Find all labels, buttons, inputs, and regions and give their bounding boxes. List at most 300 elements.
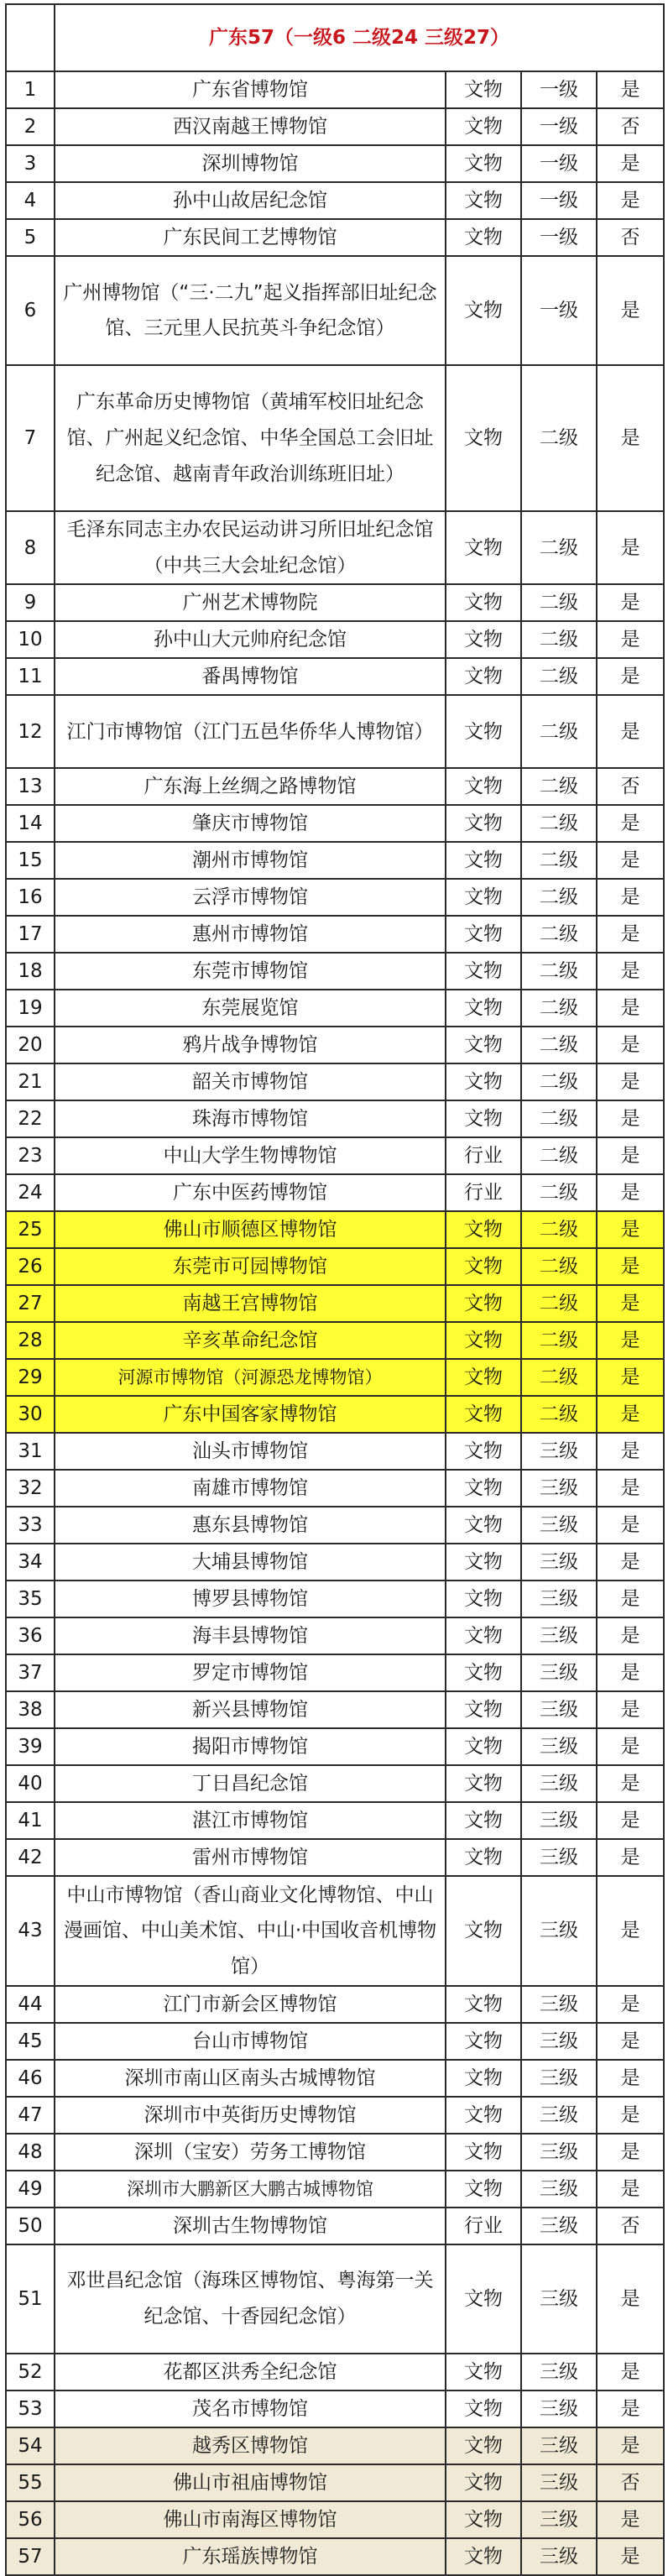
museum-name: 中山大学生物博物馆 — [55, 1137, 446, 1174]
museum-flag: 否 — [597, 768, 664, 805]
table-row — [6, 1396, 664, 1433]
museum-name: 揭阳市博物馆 — [55, 1728, 446, 1765]
table-row — [6, 2171, 664, 2208]
museum-grade: 三级 — [521, 2391, 597, 2427]
museum-grade: 三级 — [521, 1470, 597, 1507]
row-number: 18 — [6, 953, 55, 990]
museum-grade: 二级 — [521, 842, 597, 879]
museum-grade: 二级 — [521, 768, 597, 805]
museum-flag: 否 — [597, 108, 664, 145]
museum-type: 文物 — [446, 1691, 521, 1728]
museum-type: 文物 — [446, 584, 521, 621]
museum-type: 文物 — [446, 953, 521, 990]
museum-table — [5, 3, 665, 2576]
museum-name: 南雄市博物馆 — [55, 1470, 446, 1507]
museum-flag: 是 — [597, 1507, 664, 1544]
row-number: 25 — [6, 1211, 55, 1248]
table-row — [6, 1433, 664, 1470]
museum-type: 文物 — [446, 1728, 521, 1765]
table-row — [6, 1728, 664, 1765]
museum-name: 东莞市博物馆 — [55, 953, 446, 990]
museum-name: 东莞展览馆 — [55, 990, 446, 1027]
museum-name: 茂名市博物馆 — [55, 2391, 446, 2427]
museum-name: 河源市博物馆（河源恐龙博物馆） — [55, 1359, 446, 1396]
table-row — [6, 621, 664, 658]
table-row — [6, 2464, 664, 2501]
museum-type: 文物 — [446, 145, 521, 182]
museum-name: 潮州市博物馆 — [55, 842, 446, 879]
table-row — [6, 219, 664, 256]
museum-flag: 是 — [597, 2134, 664, 2171]
table-row — [6, 256, 664, 365]
row-number: 41 — [6, 1802, 55, 1839]
museum-flag: 是 — [597, 916, 664, 953]
museum-flag: 是 — [597, 1174, 664, 1211]
museum-name: 中山市博物馆（香山商业文化博物馆、中山漫画馆、中山美术馆、中山·中国收音机博物馆） — [55, 1876, 446, 1985]
row-number: 51 — [6, 2244, 55, 2354]
museum-type: 文物 — [446, 695, 521, 768]
table-row — [6, 71, 664, 108]
museum-name: 邓世昌纪念馆（海珠区博物馆、粤海第一关纪念馆、十香园纪念馆） — [55, 2244, 446, 2354]
museum-flag: 是 — [597, 2171, 664, 2208]
row-number: 20 — [6, 1027, 55, 1063]
museum-type: 文物 — [446, 1211, 521, 1248]
table-row — [6, 2354, 664, 2391]
museum-type: 文物 — [446, 1765, 521, 1802]
table-row — [6, 1691, 664, 1728]
museum-type: 文物 — [446, 879, 521, 916]
museum-grade: 三级 — [521, 1986, 597, 2023]
museum-name: 惠东县博物馆 — [55, 1507, 446, 1544]
museum-type: 行业 — [446, 1137, 521, 1174]
museum-grade: 一级 — [521, 219, 597, 256]
museum-type: 文物 — [446, 916, 521, 953]
museum-grade: 二级 — [521, 1137, 597, 1174]
museum-name: 深圳博物馆 — [55, 145, 446, 182]
museum-grade: 三级 — [521, 1433, 597, 1470]
museum-flag: 是 — [597, 1654, 664, 1691]
row-number: 34 — [6, 1544, 55, 1581]
museum-flag: 是 — [597, 1285, 664, 1322]
row-number: 55 — [6, 2464, 55, 2501]
museum-grade: 三级 — [521, 1876, 597, 1985]
museum-grade: 二级 — [521, 1248, 597, 1285]
table-row — [6, 511, 664, 584]
museum-name: 惠州市博物馆 — [55, 916, 446, 953]
museum-flag: 是 — [597, 1470, 664, 1507]
museum-type: 文物 — [446, 1802, 521, 1839]
table-row — [6, 1211, 664, 1248]
museum-name: 肇庆市博物馆 — [55, 805, 446, 842]
museum-type: 文物 — [446, 2427, 521, 2464]
museum-name: 广东瑶族博物馆 — [55, 2538, 446, 2575]
museum-name: 越秀区博物馆 — [55, 2427, 446, 2464]
table-row — [6, 145, 664, 182]
museum-flag: 是 — [597, 511, 664, 584]
museum-flag: 是 — [597, 2060, 664, 2097]
museum-name: 孙中山故居纪念馆 — [55, 182, 446, 219]
row-number: 22 — [6, 1100, 55, 1137]
museum-type: 文物 — [446, 805, 521, 842]
museum-grade: 三级 — [521, 1802, 597, 1839]
table-row — [6, 1581, 664, 1617]
museum-type: 文物 — [446, 2171, 521, 2208]
museum-grade: 三级 — [521, 2464, 597, 2501]
museum-name: 云浮市博物馆 — [55, 879, 446, 916]
museum-type: 文物 — [446, 1507, 521, 1544]
row-number: 46 — [6, 2060, 55, 2097]
museum-name: 广东中国客家博物馆 — [55, 1396, 446, 1433]
museum-type: 文物 — [446, 621, 521, 658]
museum-flag: 是 — [597, 1396, 664, 1433]
table-title: 广东57（一级6 二级24 三级27） — [55, 4, 664, 71]
museum-flag: 是 — [597, 1986, 664, 2023]
museum-flag: 是 — [597, 621, 664, 658]
museum-grade: 三级 — [521, 1507, 597, 1544]
row-number: 17 — [6, 916, 55, 953]
museum-grade: 二级 — [521, 1285, 597, 1322]
row-number: 10 — [6, 621, 55, 658]
museum-grade: 三级 — [521, 2171, 597, 2208]
row-number: 6 — [6, 256, 55, 365]
museum-flag: 是 — [597, 1617, 664, 1654]
museum-type: 文物 — [446, 1470, 521, 1507]
museum-name: 深圳市中英街历史博物馆 — [55, 2097, 446, 2134]
museum-name: 广州博物馆（“三·二九”起义指挥部旧址纪念馆、三元里人民抗英斗争纪念馆） — [55, 256, 446, 365]
museum-name: 广东中医药博物馆 — [55, 1174, 446, 1211]
museum-name: 深圳（宝安）劳务工博物馆 — [55, 2134, 446, 2171]
museum-grade: 二级 — [521, 1359, 597, 1396]
museum-flag: 是 — [597, 2538, 664, 2575]
table-row — [6, 990, 664, 1027]
museum-name: 海丰县博物馆 — [55, 1617, 446, 1654]
row-number: 44 — [6, 1986, 55, 2023]
museum-type: 文物 — [446, 1544, 521, 1581]
table-row — [6, 2097, 664, 2134]
row-number: 2 — [6, 108, 55, 145]
museum-grade: 二级 — [521, 1174, 597, 1211]
museum-flag: 是 — [597, 256, 664, 365]
museum-grade: 二级 — [521, 621, 597, 658]
museum-type: 文物 — [446, 1100, 521, 1137]
museum-flag: 是 — [597, 2244, 664, 2354]
museum-flag: 是 — [597, 365, 664, 511]
museum-grade: 一级 — [521, 108, 597, 145]
museum-grade: 一级 — [521, 71, 597, 108]
museum-name: 大埔县博物馆 — [55, 1544, 446, 1581]
museum-name: 韶关市博物馆 — [55, 1063, 446, 1100]
row-number: 28 — [6, 1322, 55, 1359]
museum-grade: 三级 — [521, 2208, 597, 2244]
museum-grade: 三级 — [521, 2501, 597, 2538]
museum-grade: 三级 — [521, 1617, 597, 1654]
museum-type: 文物 — [446, 1285, 521, 1322]
table-row — [6, 658, 664, 695]
museum-type: 文物 — [446, 2244, 521, 2354]
table-row — [6, 2023, 664, 2060]
museum-type: 文物 — [446, 1248, 521, 1285]
museum-flag: 是 — [597, 1581, 664, 1617]
museum-type: 文物 — [446, 182, 521, 219]
museum-flag: 是 — [597, 1544, 664, 1581]
row-number: 4 — [6, 182, 55, 219]
museum-grade: 二级 — [521, 953, 597, 990]
museum-flag: 是 — [597, 879, 664, 916]
table-row — [6, 1986, 664, 2023]
museum-grade: 二级 — [521, 990, 597, 1027]
museum-name: 鸦片战争博物馆 — [55, 1027, 446, 1063]
table-row — [6, 365, 664, 511]
museum-name: 罗定市博物馆 — [55, 1654, 446, 1691]
row-number: 33 — [6, 1507, 55, 1544]
museum-name: 江门市博物馆（江门五邑华侨华人博物馆） — [55, 695, 446, 768]
museum-grade: 三级 — [521, 2023, 597, 2060]
museum-flag: 是 — [597, 2501, 664, 2538]
museum-type: 文物 — [446, 2501, 521, 2538]
museum-name: 丁日昌纪念馆 — [55, 1765, 446, 1802]
row-number: 7 — [6, 365, 55, 511]
museum-flag: 是 — [597, 842, 664, 879]
table-row — [6, 2501, 664, 2538]
table-row — [6, 1248, 664, 1285]
museum-type: 文物 — [446, 1986, 521, 2023]
row-number: 37 — [6, 1654, 55, 1691]
row-number: 53 — [6, 2391, 55, 2427]
museum-flag: 是 — [597, 990, 664, 1027]
row-number: 15 — [6, 842, 55, 879]
museum-flag: 否 — [597, 2208, 664, 2244]
museum-type: 文物 — [446, 511, 521, 584]
table-row — [6, 695, 664, 768]
museum-type: 文物 — [446, 658, 521, 695]
table-row — [6, 2391, 664, 2427]
museum-grade: 三级 — [521, 2354, 597, 2391]
museum-type: 文物 — [446, 108, 521, 145]
row-number: 36 — [6, 1617, 55, 1654]
table-row — [6, 916, 664, 953]
museum-name: 湛江市博物馆 — [55, 1802, 446, 1839]
museum-flag: 是 — [597, 1100, 664, 1137]
row-number: 16 — [6, 879, 55, 916]
museum-type: 文物 — [446, 1654, 521, 1691]
museum-flag: 是 — [597, 145, 664, 182]
museum-type: 文物 — [446, 1617, 521, 1654]
table-row — [6, 1507, 664, 1544]
row-number: 14 — [6, 805, 55, 842]
museum-name: 孙中山大元帅府纪念馆 — [55, 621, 446, 658]
table-row — [6, 1617, 664, 1654]
table-row — [6, 1137, 664, 1174]
row-number: 29 — [6, 1359, 55, 1396]
table-row — [6, 768, 664, 805]
table-row — [6, 1654, 664, 1691]
museum-grade: 三级 — [521, 2134, 597, 2171]
table-row — [6, 1470, 664, 1507]
museum-name: 博罗县博物馆 — [55, 1581, 446, 1617]
row-number: 23 — [6, 1137, 55, 1174]
museum-flag: 是 — [597, 2391, 664, 2427]
row-number: 54 — [6, 2427, 55, 2464]
museum-type: 文物 — [446, 2464, 521, 2501]
museum-name: 珠海市博物馆 — [55, 1100, 446, 1137]
museum-flag: 是 — [597, 658, 664, 695]
row-number: 47 — [6, 2097, 55, 2134]
museum-grade: 三级 — [521, 2097, 597, 2134]
museum-name: 佛山市南海区博物馆 — [55, 2501, 446, 2538]
museum-flag: 否 — [597, 2464, 664, 2501]
table-row — [6, 1839, 664, 1876]
museum-flag: 否 — [597, 219, 664, 256]
row-number: 26 — [6, 1248, 55, 1285]
museum-name: 广东海上丝绸之路博物馆 — [55, 768, 446, 805]
museum-flag: 是 — [597, 1027, 664, 1063]
museum-flag: 是 — [597, 182, 664, 219]
museum-name: 南越王宫博物馆 — [55, 1285, 446, 1322]
museum-grade: 二级 — [521, 1027, 597, 1063]
museum-flag: 是 — [597, 71, 664, 108]
row-number: 31 — [6, 1433, 55, 1470]
row-number: 42 — [6, 1839, 55, 1876]
table-row — [6, 1765, 664, 1802]
museum-grade: 二级 — [521, 1396, 597, 1433]
museum-flag: 是 — [597, 1765, 664, 1802]
museum-grade: 二级 — [521, 658, 597, 695]
title-row — [6, 4, 664, 71]
museum-name: 广东民间工艺博物馆 — [55, 219, 446, 256]
museum-grade: 二级 — [521, 1063, 597, 1100]
table-row — [6, 2427, 664, 2464]
table-row — [6, 953, 664, 990]
museum-type: 行业 — [446, 2208, 521, 2244]
museum-name: 广东省博物馆 — [55, 71, 446, 108]
museum-grade: 三级 — [521, 1728, 597, 1765]
museum-type: 文物 — [446, 990, 521, 1027]
table-row — [6, 1063, 664, 1100]
row-number: 40 — [6, 1765, 55, 1802]
museum-grade: 三级 — [521, 2427, 597, 2464]
museum-flag: 是 — [597, 1248, 664, 1285]
museum-flag: 是 — [597, 2023, 664, 2060]
museum-name: 深圳市大鹏新区大鹏古城博物馆 — [55, 2171, 446, 2208]
museum-type: 文物 — [446, 1839, 521, 1876]
museum-grade: 二级 — [521, 695, 597, 768]
row-number: 35 — [6, 1581, 55, 1617]
museum-type: 文物 — [446, 71, 521, 108]
row-number: 3 — [6, 145, 55, 182]
museum-grade: 二级 — [521, 805, 597, 842]
museum-flag: 是 — [597, 2097, 664, 2134]
row-number: 8 — [6, 511, 55, 584]
museum-grade: 二级 — [521, 1211, 597, 1248]
museum-name: 江门市新会区博物馆 — [55, 1986, 446, 2023]
row-number: 39 — [6, 1728, 55, 1765]
museum-name: 佛山市祖庙博物馆 — [55, 2464, 446, 2501]
museum-grade: 二级 — [521, 584, 597, 621]
museum-flag: 是 — [597, 2354, 664, 2391]
museum-name: 东莞市可园博物馆 — [55, 1248, 446, 1285]
museum-grade: 三级 — [521, 2244, 597, 2354]
museum-type: 文物 — [446, 365, 521, 511]
museum-flag: 是 — [597, 584, 664, 621]
museum-type: 行业 — [446, 1174, 521, 1211]
row-number: 56 — [6, 2501, 55, 2538]
museum-grade: 三级 — [521, 2060, 597, 2097]
museum-type: 文物 — [446, 1322, 521, 1359]
row-number: 13 — [6, 768, 55, 805]
table-row — [6, 1285, 664, 1322]
museum-flag: 是 — [597, 953, 664, 990]
museum-grade: 三级 — [521, 1544, 597, 1581]
row-number: 50 — [6, 2208, 55, 2244]
museum-flag: 是 — [597, 1433, 664, 1470]
museum-flag: 是 — [597, 1063, 664, 1100]
row-number: 21 — [6, 1063, 55, 1100]
museum-grade: 一级 — [521, 182, 597, 219]
row-number: 52 — [6, 2354, 55, 2391]
table-row — [6, 1027, 664, 1063]
museum-type: 文物 — [446, 2134, 521, 2171]
table-row — [6, 2134, 664, 2171]
museum-flag: 是 — [597, 805, 664, 842]
museum-grade: 二级 — [521, 511, 597, 584]
museum-type: 文物 — [446, 842, 521, 879]
table-row — [6, 2538, 664, 2575]
museum-name: 广东革命历史博物馆（黄埔军校旧址纪念馆、广州起义纪念馆、中华全国总工会旧址纪念馆、越南青年政治训练班旧址） — [55, 365, 446, 511]
museum-flag: 是 — [597, 1359, 664, 1396]
table-row — [6, 2208, 664, 2244]
museum-type: 文物 — [446, 1396, 521, 1433]
table-row — [6, 1802, 664, 1839]
row-number: 11 — [6, 658, 55, 695]
museum-name: 汕头市博物馆 — [55, 1433, 446, 1470]
museum-flag: 是 — [597, 1876, 664, 1985]
row-number: 1 — [6, 71, 55, 108]
museum-flag: 是 — [597, 1322, 664, 1359]
row-number: 57 — [6, 2538, 55, 2575]
table-row — [6, 108, 664, 145]
table-row — [6, 1359, 664, 1396]
table-row — [6, 1876, 664, 1985]
museum-grade: 三级 — [521, 1654, 597, 1691]
museum-flag: 是 — [597, 1211, 664, 1248]
table-row — [6, 182, 664, 219]
table-row — [6, 805, 664, 842]
museum-grade: 二级 — [521, 365, 597, 511]
museum-type: 文物 — [446, 2060, 521, 2097]
museum-flag: 是 — [597, 1691, 664, 1728]
museum-grade: 三级 — [521, 2538, 597, 2575]
table-row — [6, 2060, 664, 2097]
museum-grade: 三级 — [521, 1765, 597, 1802]
museum-name: 深圳古生物博物馆 — [55, 2208, 446, 2244]
museum-grade: 一级 — [521, 145, 597, 182]
row-number: 24 — [6, 1174, 55, 1211]
row-number: 45 — [6, 2023, 55, 2060]
museum-flag: 是 — [597, 1802, 664, 1839]
row-number: 27 — [6, 1285, 55, 1322]
row-number: 30 — [6, 1396, 55, 1433]
row-number: 49 — [6, 2171, 55, 2208]
table-row — [6, 1544, 664, 1581]
table-row — [6, 1322, 664, 1359]
museum-type: 文物 — [446, 1027, 521, 1063]
museum-grade: 一级 — [521, 256, 597, 365]
museum-name: 番禺博物馆 — [55, 658, 446, 695]
museum-flag: 是 — [597, 1137, 664, 1174]
museum-type: 文物 — [446, 1063, 521, 1100]
museum-name: 佛山市顺德区博物馆 — [55, 1211, 446, 1248]
museum-name: 雷州市博物馆 — [55, 1839, 446, 1876]
